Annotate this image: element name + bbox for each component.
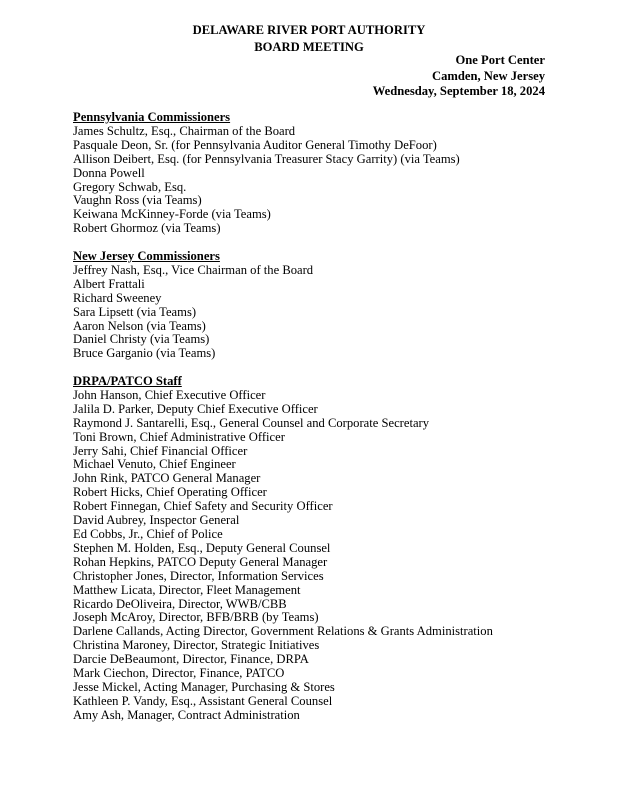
attendee-entry: Sara Lipsett (via Teams)	[73, 304, 197, 319]
attendee-entry: Matthew Licata, Director, Fleet Management	[73, 582, 301, 597]
attendee-entry: Vaughn Ross (via Teams)	[73, 193, 202, 208]
attendee-entry: Christopher Jones, Director, Information Services	[73, 568, 324, 583]
attendee-entry: Pasquale Deon, Sr. (for Pennsylvania Auditor General Timothy DeFoor)	[73, 137, 437, 152]
attendee-entry: Kathleen P. Vandy, Esq., Assistant General Counsel	[73, 693, 333, 708]
attendee-entry: James Schultz, Esq., Chairman of the Board	[73, 123, 296, 138]
attendee-entry: Daniel Christy (via Teams)	[73, 332, 210, 347]
attendee-entry: Keiwana McKinney-Forde (via Teams)	[73, 207, 271, 222]
attendee-entry: Stephen M. Holden, Esq., Deputy General Counsel	[73, 540, 331, 555]
attendee-entry: Robert Hicks, Chief Operating Officer	[73, 485, 267, 500]
attendee-entry: Michael Venuto, Chief Engineer	[73, 457, 236, 472]
attendee-entry: Jeffrey Nash, Esq., Vice Chairman of the Board	[73, 262, 314, 277]
attendee-entry: Darcie DeBeaumont, Director, Finance, DRPA	[73, 652, 309, 667]
attendee-list	[73, 125, 573, 236]
section-heading: New Jersey Commissioners	[73, 249, 220, 263]
attendee-entry: Raymond J. Santarelli, Esq., General Counsel and Corporate Secretary	[73, 415, 430, 430]
meeting-location-building: One Port Center	[455, 53, 545, 67]
attendee-entry: Albert Frattali	[73, 276, 145, 291]
drpa-patco-staff-section	[73, 375, 573, 723]
attendee-entry: Bruce Garganio (via Teams)	[73, 346, 216, 361]
meeting-date: Wednesday, September 18, 2024	[372, 84, 545, 98]
attendee-entry: Amy Ash, Manager, Contract Administration	[73, 707, 300, 722]
attendee-entry: Aaron Nelson (via Teams)	[73, 318, 206, 333]
attendee-entry: Richard Sweeney	[73, 290, 162, 305]
attendee-entry: Allison Deibert, Esq. (for Pennsylvania Treasurer Stacy Garrity) (via Teams)	[73, 151, 460, 166]
attendee-entry: Christina Maroney, Director, Strategic Initiatives	[73, 638, 320, 653]
meeting-info	[373, 53, 545, 100]
attendee-entry: John Hanson, Chief Executive Officer	[73, 387, 266, 402]
meeting-location-city: Camden, New Jersey	[432, 68, 545, 83]
pennsylvania-commissioners-section	[73, 111, 573, 236]
attendee-entry: Gregory Schwab, Esq.	[73, 179, 187, 194]
attendee-list	[73, 389, 573, 723]
new-jersey-commissioners-section	[73, 250, 573, 361]
attendee-list	[73, 264, 573, 361]
attendee-entry: Jesse Mickel, Acting Manager, Purchasing & Stores	[73, 679, 335, 694]
attendee-entry: David Aubrey, Inspector General	[73, 513, 240, 528]
document-title: DELAWARE RIVER PORT AUTHORITY	[192, 23, 426, 37]
attendee-entry: Joseph McAroy, Director, BFB/BRB (by Teams)	[73, 610, 319, 625]
attendee-entry: Robert Finnegan, Chief Safety and Security Officer	[73, 499, 333, 514]
attendee-entry: Jalila D. Parker, Deputy Chief Executive Officer	[73, 401, 318, 416]
attendee-entry: Rohan Hepkins, PATCO Deputy General Manager	[73, 554, 328, 569]
attendee-entry: Darlene Callands, Acting Director, Government Relations & Grants Administration	[73, 624, 493, 639]
document-subtitle: BOARD MEETING	[254, 40, 364, 54]
attendee-entry: Ricardo DeOliveira, Director, WWB/CBB	[73, 596, 287, 611]
attendee-entry: Toni Brown, Chief Administrative Officer	[73, 429, 285, 444]
section-heading: Pennsylvania Commissioners	[73, 110, 231, 124]
attendee-entry: Robert Ghormoz (via Teams)	[73, 221, 221, 236]
attendee-entry: Ed Cobbs, Jr., Chief of Police	[73, 526, 223, 541]
attendee-entry: Jerry Sahi, Chief Financial Officer	[73, 443, 248, 458]
attendee-entry: Donna Powell	[73, 165, 145, 180]
attendee-entry: John Rink, PATCO General Manager	[73, 471, 261, 486]
attendee-entry: Mark Ciechon, Director, Finance, PATCO	[73, 666, 285, 681]
section-heading: DRPA/PATCO Staff	[73, 374, 182, 388]
